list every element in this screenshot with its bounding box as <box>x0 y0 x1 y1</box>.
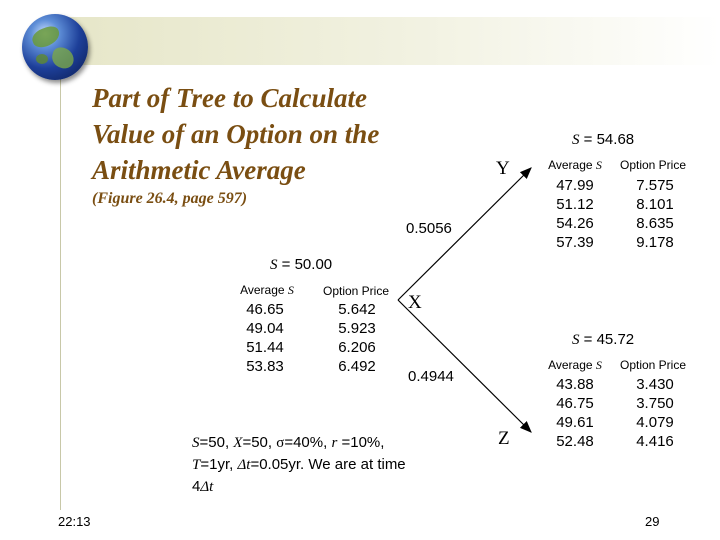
average-value: 51.12 <box>556 196 594 213</box>
header-symbol: S <box>287 283 294 297</box>
s-symbol: S <box>572 132 580 148</box>
average-value: 54.26 <box>556 215 594 232</box>
average-value: 53.83 <box>246 358 284 375</box>
s-symbol: S <box>270 257 278 273</box>
header-prefix: Average <box>548 158 596 172</box>
option-price: 5.642 <box>338 301 376 318</box>
param-value: =50, <box>242 434 277 451</box>
option-price: 3.430 <box>636 376 674 393</box>
page-number: 29 <box>645 514 660 529</box>
option-price: 3.750 <box>636 395 674 412</box>
down-probability: 0.4944 <box>408 368 454 385</box>
parameters-line-2 <box>192 454 472 476</box>
average-value: 43.88 <box>556 376 594 393</box>
param-symbol: T <box>192 457 201 473</box>
header-prefix: Average <box>240 283 288 297</box>
param-symbol: X <box>233 435 243 451</box>
average-value: 46.75 <box>556 395 594 412</box>
up-average-header <box>536 158 614 173</box>
average-value: 49.61 <box>556 414 594 431</box>
s-value: = 50.00 <box>277 256 333 273</box>
header-symbol: S <box>595 358 602 372</box>
average-value: 52.48 <box>556 433 594 450</box>
param-symbol: Δt <box>200 479 214 495</box>
up-s-value <box>572 130 634 150</box>
up-option-prices <box>620 176 690 252</box>
root-averages <box>232 300 298 376</box>
root-average-header <box>228 283 306 298</box>
down-average-header <box>536 358 614 373</box>
down-averages <box>542 375 608 451</box>
average-value: 57.39 <box>556 234 594 251</box>
param-value: =10%, <box>337 434 385 451</box>
param-value: 4 <box>192 478 201 495</box>
average-value: 46.65 <box>246 301 284 318</box>
param-value: =50, <box>199 434 234 451</box>
footer-time: 22:13 <box>58 514 91 529</box>
option-price: 9.178 <box>636 234 674 251</box>
option-price: 6.206 <box>338 339 376 356</box>
down-option-prices <box>620 375 690 451</box>
node-label-z: Z <box>498 428 510 449</box>
param-symbol: r <box>331 435 338 451</box>
option-price: 5.923 <box>338 320 376 337</box>
option-price: 8.101 <box>636 196 674 213</box>
param-symbol: S <box>192 435 200 451</box>
header-symbol: S <box>595 158 602 172</box>
parameters-line-3 <box>192 476 472 498</box>
s-value: = 45.72 <box>579 331 635 348</box>
slide-subtitle: (Figure 26.4, page 597) <box>92 190 248 207</box>
title-line: Part of Tree to Calculate <box>92 83 367 113</box>
average-value: 47.99 <box>556 177 594 194</box>
average-value: 49.04 <box>246 320 284 337</box>
down-branch-arrow <box>398 300 531 432</box>
root-option-header: Option Price <box>322 284 390 298</box>
root-s-value <box>270 255 332 275</box>
down-option-header: Option Price <box>619 358 687 372</box>
average-value: 51.44 <box>246 339 284 356</box>
title-line: Arithmetic Average <box>92 155 306 185</box>
param-value: =0.05yr. We are at time <box>250 456 406 473</box>
option-price: 4.079 <box>636 414 674 431</box>
param-symbol: Δt <box>237 457 251 473</box>
option-price: 8.635 <box>636 215 674 232</box>
param-value: =1yr, <box>200 456 238 473</box>
root-option-prices <box>322 300 392 376</box>
header-prefix: Average <box>548 358 596 372</box>
up-probability: 0.5056 <box>406 220 452 237</box>
title-line: Value of an Option on the <box>92 119 380 149</box>
option-price: 6.492 <box>338 358 376 375</box>
up-averages <box>542 176 608 252</box>
node-label-y: Y <box>496 158 510 179</box>
option-price: 7.575 <box>636 177 674 194</box>
param-value: =40%, <box>284 434 332 451</box>
option-price: 4.416 <box>636 433 674 450</box>
parameters-line-1 <box>192 432 472 454</box>
s-symbol: S <box>572 332 580 348</box>
up-option-header: Option Price <box>619 158 687 172</box>
node-label-x: X <box>408 292 422 313</box>
down-s-value <box>572 330 634 350</box>
param-symbol: σ <box>276 435 285 451</box>
s-value: = 54.68 <box>579 131 635 148</box>
parameters-text <box>192 432 472 498</box>
